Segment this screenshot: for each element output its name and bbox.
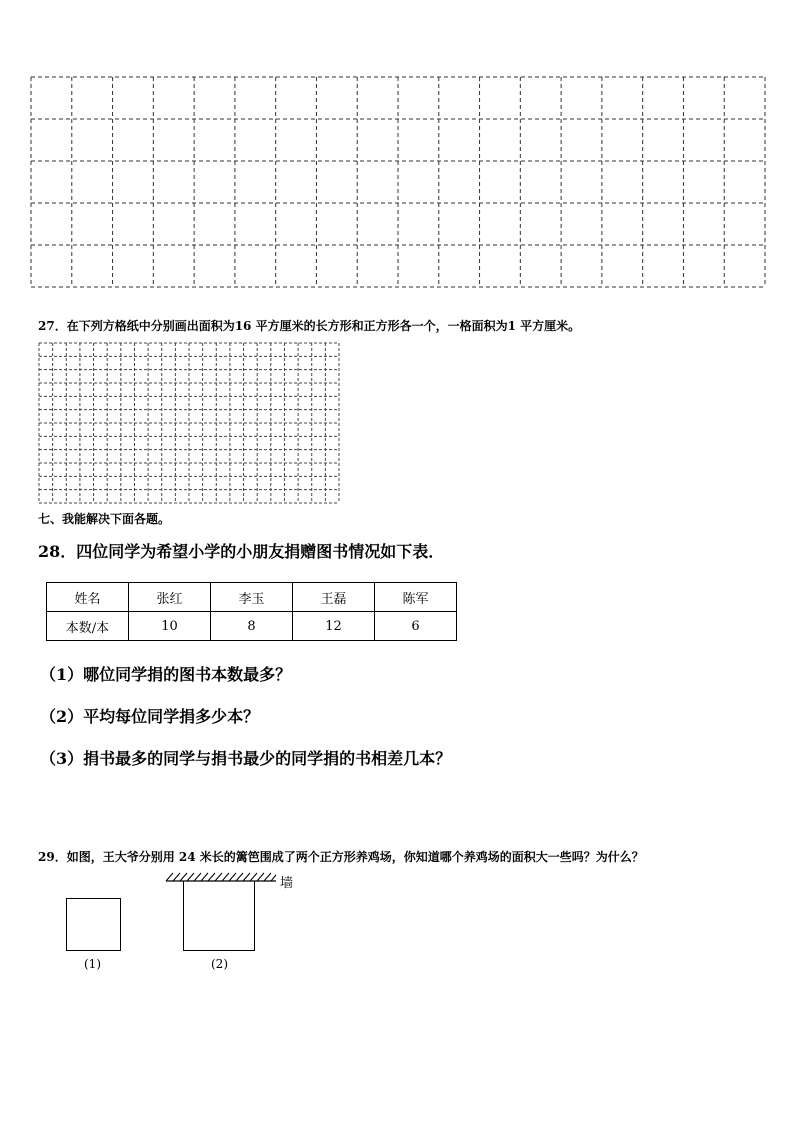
table-cell: 张红 — [129, 583, 211, 612]
sub-question-2: （2）平均每位同学捐多少本？ — [40, 707, 260, 726]
table-cell: 6 — [375, 612, 457, 641]
table-cell: 8 — [211, 612, 293, 641]
sub-question-1: （1）哪位同学捐的图书本数最多？ — [40, 665, 292, 684]
figure-2-caption: (2) — [211, 957, 228, 971]
writing-grid — [30, 76, 766, 288]
table-cell: 10 — [129, 612, 211, 641]
question-27-text: 27．在下列方格纸中分别画出面积为16 平方厘米的长方形和正方形各一个，一格面积为1 平方厘米。 — [38, 319, 581, 333]
square-pen-1 — [66, 898, 121, 951]
wall-label: 墙 — [280, 876, 294, 891]
figure-1-caption: (1) — [84, 957, 101, 971]
square-pen-2 — [183, 881, 255, 951]
section-heading: 七、我能解决下面各题。 — [38, 512, 171, 526]
table-cell: 本数/本 — [47, 612, 129, 641]
table-row — [47, 612, 457, 641]
table-cell: 陈军 — [375, 583, 457, 612]
table-cell: 12 — [293, 612, 375, 641]
table-cell: 王磊 — [293, 583, 375, 612]
table-cell: 李玉 — [211, 583, 293, 612]
table-header-row — [47, 583, 457, 612]
square-grid-paper — [38, 342, 340, 504]
donation-table — [46, 582, 457, 641]
sub-question-3: （3）捐书最多的同学与捐书最少的同学捐的书相差几本？ — [40, 749, 452, 768]
question-28-text: 28．四位同学为希望小学的小朋友捐赠图书情况如下表． — [38, 542, 445, 561]
question-29-text: 29．如图，王大爷分别用 24 米长的篱笆围成了两个正方形养鸡场，你知道哪个养鸡场的面积大一些吗？为什么？ — [38, 850, 644, 864]
table-cell: 姓名 — [47, 583, 129, 612]
